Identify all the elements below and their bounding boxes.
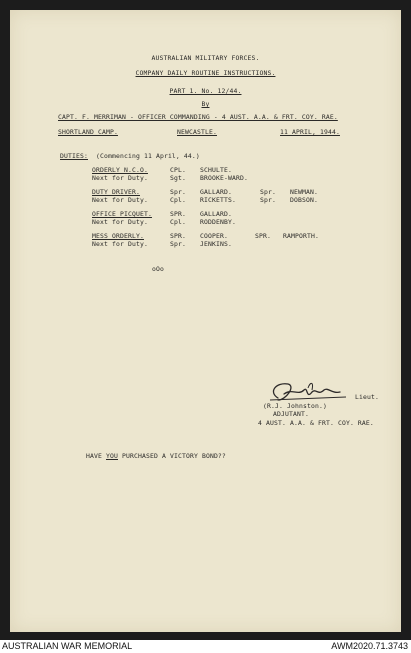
duty-name: MESS ORDERLY.	[92, 232, 144, 240]
soldier-name: RODDENBY.	[200, 218, 236, 226]
duty-name: ORDERLY N.C.O.	[92, 166, 148, 174]
rank: Cpl.	[170, 196, 186, 204]
rank: Spr.	[170, 240, 186, 248]
document-paper	[10, 10, 401, 632]
bond-note-emphasis: YOU	[106, 452, 118, 460]
signatory-rank: Lieut.	[355, 393, 379, 401]
rank: SPR.	[255, 232, 271, 240]
signatory-name: (R.J. Johnston.)	[263, 402, 327, 410]
rank: Spr.	[260, 196, 276, 204]
rank: Sgt.	[170, 174, 186, 182]
soldier-name: COOPER.	[200, 232, 228, 240]
part-number: PART 1. No. 12/44.	[169, 87, 242, 95]
next-for-duty-label: Next for Duty.	[92, 196, 148, 204]
archive-footer	[0, 641, 411, 653]
officer-commanding-line: CAPT. F. MERRIMAN - OFFICER COMMANDING - 4 AUST. A.A. & FRT. COY. RAE.	[58, 113, 338, 121]
bond-note-post: PURCHASED A VICTORY BOND??	[118, 452, 226, 460]
soldier-name: GALLARD.	[200, 210, 232, 218]
duty-name: DUTY DRIVER.	[92, 188, 140, 196]
section-divider: oOo	[152, 265, 164, 273]
soldier-name: SCHULTE.	[200, 166, 232, 174]
duties-label: DUTIES:	[60, 152, 88, 160]
duties-commencing: (Commencing 11 April, 44.)	[95, 152, 200, 160]
rank: Cpl.	[170, 218, 186, 226]
routine-orders-document	[10, 10, 401, 632]
camp-name: SHORTLAND CAMP.	[58, 128, 118, 136]
order-date: 11 APRIL, 1944.	[280, 128, 340, 136]
soldier-name: RICKETTS.	[200, 196, 236, 204]
soldier-name: RAMPORTH.	[283, 232, 319, 240]
soldier-name: JENKINS.	[200, 240, 232, 248]
bond-note-pre: HAVE	[86, 452, 106, 460]
archive-name: AUSTRALIAN WAR MEMORIAL	[2, 641, 133, 651]
document-title: COMPANY DAILY ROUTINE INSTRUCTIONS.	[135, 69, 276, 77]
next-for-duty-label: Next for Duty.	[92, 240, 148, 248]
soldier-name: DOBSON.	[290, 196, 318, 204]
rank: CPL.	[170, 166, 186, 174]
rank: Spr.	[170, 188, 186, 196]
city-name: NEWCASTLE.	[177, 128, 217, 136]
by-label: By	[201, 100, 210, 108]
rank: Spr.	[260, 188, 276, 196]
victory-bond-note	[86, 452, 226, 460]
rank: SPR.	[170, 210, 186, 218]
catalogue-number: AWM2020.71.3743	[331, 641, 408, 651]
duties-heading	[60, 152, 200, 160]
rank: SPR.	[170, 232, 186, 240]
duty-name: OFFICE PICQUET.	[92, 210, 152, 218]
soldier-name: NEWMAN.	[290, 188, 318, 196]
signatory-unit: 4 AUST. A.A. & FRT. COY. RAE.	[258, 419, 374, 427]
soldier-name: BROOKE-WARD.	[200, 174, 248, 182]
org-heading: AUSTRALIAN MILITARY FORCES.	[151, 54, 260, 62]
soldier-name: GALLARD.	[200, 188, 232, 196]
next-for-duty-label: Next for Duty.	[92, 218, 148, 226]
next-for-duty-label: Next for Duty.	[92, 174, 148, 182]
signatory-title: ADJUTANT.	[273, 410, 309, 418]
